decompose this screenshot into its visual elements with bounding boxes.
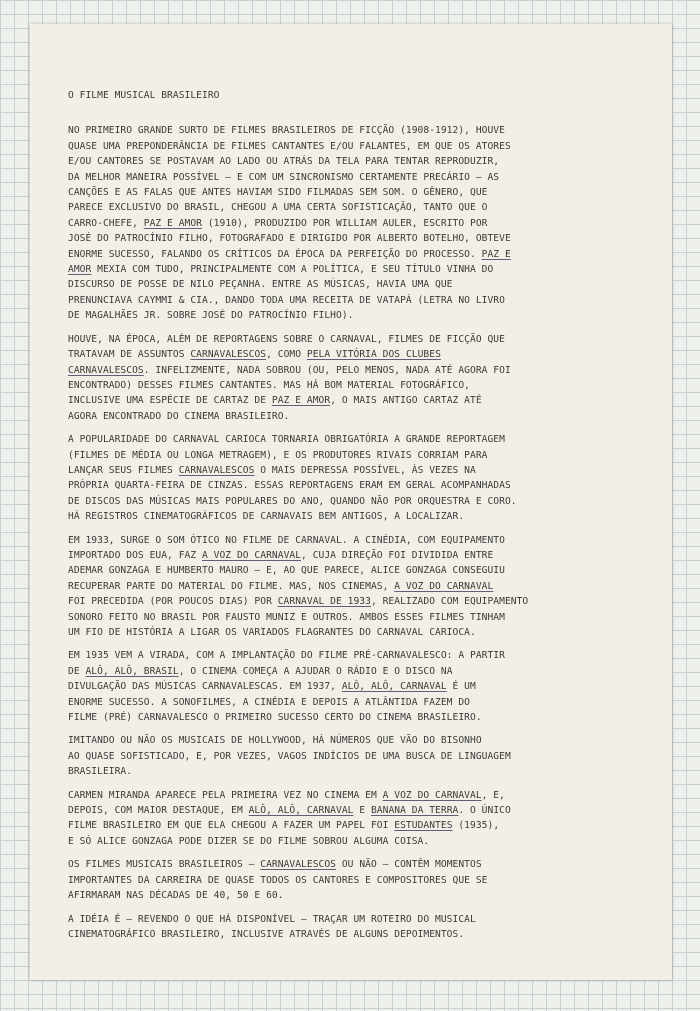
text-line: PRENUNCIAVA CAYMMI & CIA., DANDO TODA UMA RECEITA DE VATAPÁ (LETRA NO LIVRO	[68, 294, 505, 306]
text-line: DE MAGALHÃES JR. SOBRE JOSÉ DO PATROCÍNIO FILHO).	[68, 310, 354, 322]
underlined-title: A VOZ DO CARNAVAL	[202, 549, 302, 561]
text-line: HOUVE, NA ÉPOCA, ALÉM DE REPORTAGENS SOBRE O CARNAVAL, FILMES DE FICÇÃO QUE	[68, 333, 505, 345]
underlined-title: ESTUDANTES	[394, 820, 453, 832]
text-line: SONORO FEITO NO BRASIL POR FAUSTO MUNIZ E OUTROS. AMBOS ESSES FILMES TINHAM	[68, 611, 505, 623]
paragraph	[68, 857, 662, 903]
underlined-title: AMOR	[68, 264, 92, 276]
text-line: IMPORTADO DOS EUA, FAZ A VOZ DO CARNAVAL, CUJA DIREÇÃO FOI DIVIDIDA ENTRE	[68, 549, 494, 561]
text-line: CARRO-CHEFE, PAZ E AMOR (1910), PRODUZIDO POR WILLIAM AULER, ESCRITO POR	[68, 217, 488, 229]
text-line: DE DISCOS DAS MÚSICAS MAIS POPULARES DO ANO, QUANDO NÃO POR ORQUESTRA E CORO.	[68, 495, 517, 507]
text-line: IMPORTANTES DA CARREIRA DE QUASE TODOS OS CANTORES E COMPOSITORES QUE SE	[68, 874, 488, 886]
text-line: EM 1933, SURGE O SOM ÓTICO NO FILME DE CARNAVAL. A CINÉDIA, COM EQUIPAMENTO	[68, 534, 505, 546]
underlined-title: A VOZ DO CARNAVAL	[394, 580, 494, 592]
text-line: AMOR MEXIA COM TUDO, PRINCIPALMENTE COM A POLÍTICA, E SEU TÍTULO VINHA DO	[68, 264, 494, 276]
text-line: PARECE EXCLUSIVO DO BRASIL, CHEGOU A UMA CERTA SOFISTICAÇÃO, TANTO QUE O	[68, 202, 488, 214]
paragraph	[68, 123, 662, 323]
paragraph	[68, 533, 662, 641]
underlined-title: CARNAVALESCOS	[178, 464, 255, 476]
underlined-title: CARNAVALESCOS	[68, 364, 144, 376]
paragraph	[68, 648, 662, 725]
typed-page	[30, 24, 672, 980]
text-line: CARMEN MIRANDA APARECE PELA PRIMEIRA VEZ NO CINEMA EM A VOZ DO CARNAVAL, E,	[68, 789, 505, 801]
underlined-title: CARNAVALESCOS	[260, 859, 337, 871]
text-line: ENORME SUCESSO, FALANDO OS CRÍTICOS DA ÉPOCA DA PERFEIÇÃO DO PROCESSO. PAZ E	[68, 248, 511, 260]
text-line: BRASILEIRA.	[68, 766, 133, 778]
text-line: TRATAVAM DE ASSUNTOS CARNAVALESCOS, COMO PELA VITÓRIA DOS CLUBES	[68, 349, 441, 361]
text-line: DISCURSO DE POSSE DE NILO PEÇANHA. ENTRE AS MÚSICAS, HAVIA UMA QUE	[68, 279, 453, 291]
text-line: PRÓPRIA QUARTA-FEIRA DE CINZAS. ESSAS REPORTAGENS ERAM EM GERAL ACOMPANHADAS	[68, 480, 511, 492]
underlined-title: BANANA DA TERRA	[370, 805, 459, 817]
text-line: FILME BRASILEIRO EM QUE ELA CHEGOU A FAZER UM PAPEL FOI ESTUDANTES (1935),	[68, 820, 500, 832]
text-line: IMITANDO OU NÃO OS MUSICAIS DE HOLLYWOOD, HÁ NÚMEROS QUE VÃO DO BISONHO	[68, 735, 482, 747]
text-line: JOSÉ DO PATROCÍNIO FILHO, FOTOGRAFADO E DIRIGIDO POR ALBERTO BOTELHO, OBTEVE	[68, 233, 511, 245]
text-line: UM FIO DE HISTÓRIA A LIGAR OS VARIADOS FLAGRANTES DO CARNAVAL CARIOCA.	[68, 627, 476, 638]
text-line: QUASE UMA PREPONDERÂNCIA DE FILMES CANTANTES E/OU FALANTES, EM QUE OS ATORES	[68, 140, 511, 152]
paragraph	[68, 332, 662, 424]
underlined-title: PAZ E	[481, 248, 511, 260]
text-line: HÁ REGISTROS CINEMATOGRÁFICOS DE CARNAVAIS BEM ANTIGOS, A LOCALIZAR.	[68, 511, 465, 523]
underlined-title: ALÔ, ALÔ, CARNAVAL	[341, 681, 447, 693]
text-line: DIVULGAÇÃO DAS MÚSICAS CARNAVALESCAS. EM 1937, ALÔ, ALÔ, CARNAVAL É UM	[68, 681, 476, 693]
text-line: A IDÉIA É — REVENDO O QUE HÁ DISPONÍVEL — TRAÇAR UM ROTEIRO DO MUSICAL	[68, 913, 476, 925]
underlined-title: ALÔ, ALÔ, BRASIL	[85, 665, 179, 677]
underlined-title: ALÔ, ALÔ, CARNAVAL	[248, 805, 354, 817]
text-line: CINEMATOGRÁFICO BRASILEIRO, INCLUSIVE ATRAVÉS DE ALGUNS DEPOIMENTOS.	[68, 928, 465, 940]
text-line: E/OU CANTORES SE POSTAVAM AO LADO OU ATRÁS DA TELA PARA TENTAR REPRODUZIR,	[68, 156, 500, 168]
paragraph	[68, 912, 662, 943]
text-line: FOI PRECEDIDA (POR POUCOS DIAS) POR CARNAVAL DE 1933, REALIZADO COM EQUIPAMENTO	[68, 596, 529, 608]
underlined-title: PAZ E AMOR	[271, 395, 331, 407]
text-line: ENCONTRADO) DESSES FILMES CANTANTES. MAS HÁ BOM MATERIAL FOTOGRÁFICO,	[68, 379, 470, 391]
document-body	[68, 88, 662, 950]
underlined-title: PAZ E AMOR	[143, 217, 203, 229]
paragraph	[68, 432, 662, 524]
text-line: CARNAVALESCOS. INFELIZMENTE, NADA SOBROU (OU, PELO MENOS, NADA ATÉ AGORA FOI	[68, 364, 511, 376]
text-line: AFIRMARAM NAS DÉCADAS DE 40, 50 E 60.	[68, 890, 284, 902]
text-line: OS FILMES MUSICAIS BRASILEIROS — CARNAVALESCOS OU NÃO — CONTÊM MOMENTOS	[68, 859, 482, 871]
text-line: NO PRIMEIRO GRANDE SURTO DE FILMES BRASILEIROS DE FICÇÃO (1908-1912), HOUVE	[68, 125, 505, 137]
text-line: DE ALÔ, ALÔ, BRASIL, O CINEMA COMEÇA A AJUDAR O RÁDIO E O DISCO NA	[68, 665, 453, 677]
text-line: DA MELHOR MANEIRA POSSÍVEL — E COM UM SINCRONISMO CERTAMENTE PRECÁRIO — AS	[68, 171, 500, 183]
text-line: INCLUSIVE UMA ESPÉCIE DE CARTAZ DE PAZ E AMOR, O MAIS ANTIGO CARTAZ ATÉ	[68, 395, 482, 407]
text-line: DEPOIS, COM MAIOR DESTAQUE, EM ALÔ, ALÔ, CARNAVAL E BANANA DA TERRA. O ÚNICO	[68, 805, 511, 817]
paragraph	[68, 788, 662, 850]
document-title: O FILME MUSICAL BRASILEIRO	[68, 90, 220, 101]
text-line: CANÇÕES E AS FALAS QUE ANTES HAVIAM SIDO FILMADAS SEM SOM. O GÊNERO, QUE	[68, 187, 488, 199]
text-line: A POPULARIDADE DO CARNAVAL CARIOCA TORNARIA OBRIGATÓRIA A GRANDE REPORTAGEM	[68, 434, 505, 446]
text-line: AO QUASE SOFISTICADO, E, POR VEZES, VAGOS INDÍCIOS DE UMA BUSCA DE LINGUAGEM	[68, 750, 511, 762]
text-line: AGORA ENCONTRADO DO CINEMA BRASILEIRO.	[68, 410, 290, 422]
text-line: ADEMAR GONZAGA E HUMBERTO MAURO — E, AO QUE PARECE, ALICE GONZAGA CONSEGUIU	[68, 565, 505, 577]
text-line: ENORME SUCESSO. A SONOFILMES, A CINÉDIA E DEPOIS A ATLÂNTIDA FAZEM DO	[68, 696, 470, 708]
text-line: LANÇAR SEUS FILMES CARNAVALESCOS O MAIS DEPRESSA POSSÍVEL, ÀS VEZES NA	[68, 464, 476, 476]
underlined-title: PELA VITÓRIA DOS CLUBES	[306, 349, 441, 361]
text-line: EM 1935 VEM A VIRADA, COM A IMPLANTAÇÃO DO FILME PRÉ-CARNAVALESCO: A PARTIR	[68, 650, 505, 662]
text-line: (FILMES DE MÉDIA OU LONGA METRAGEM), E OS PRODUTORES RIVAIS CORRIAM PARA	[68, 449, 488, 461]
paragraph	[68, 733, 662, 779]
text-line: E SÓ ALICE GONZAGA PODE DIZER SE DO FILME SOBROU ALGUMA COISA.	[68, 835, 430, 847]
underlined-title: CARNAVALESCOS	[190, 349, 267, 361]
text-line: FILME (PRÉ) CARNAVALESCO O PRIMEIRO SUCESSO CERTO DO CINEMA BRASILEIRO.	[68, 712, 482, 724]
underlined-title: A VOZ DO CARNAVAL	[382, 789, 482, 801]
underlined-title: CARNAVAL DE 1933	[277, 596, 371, 608]
paragraph-list	[68, 123, 662, 942]
text-line: RECUPERAR PARTE DO MATERIAL DO FILME. MAS, NOS CINEMAS, A VOZ DO CARNAVAL	[68, 580, 494, 592]
